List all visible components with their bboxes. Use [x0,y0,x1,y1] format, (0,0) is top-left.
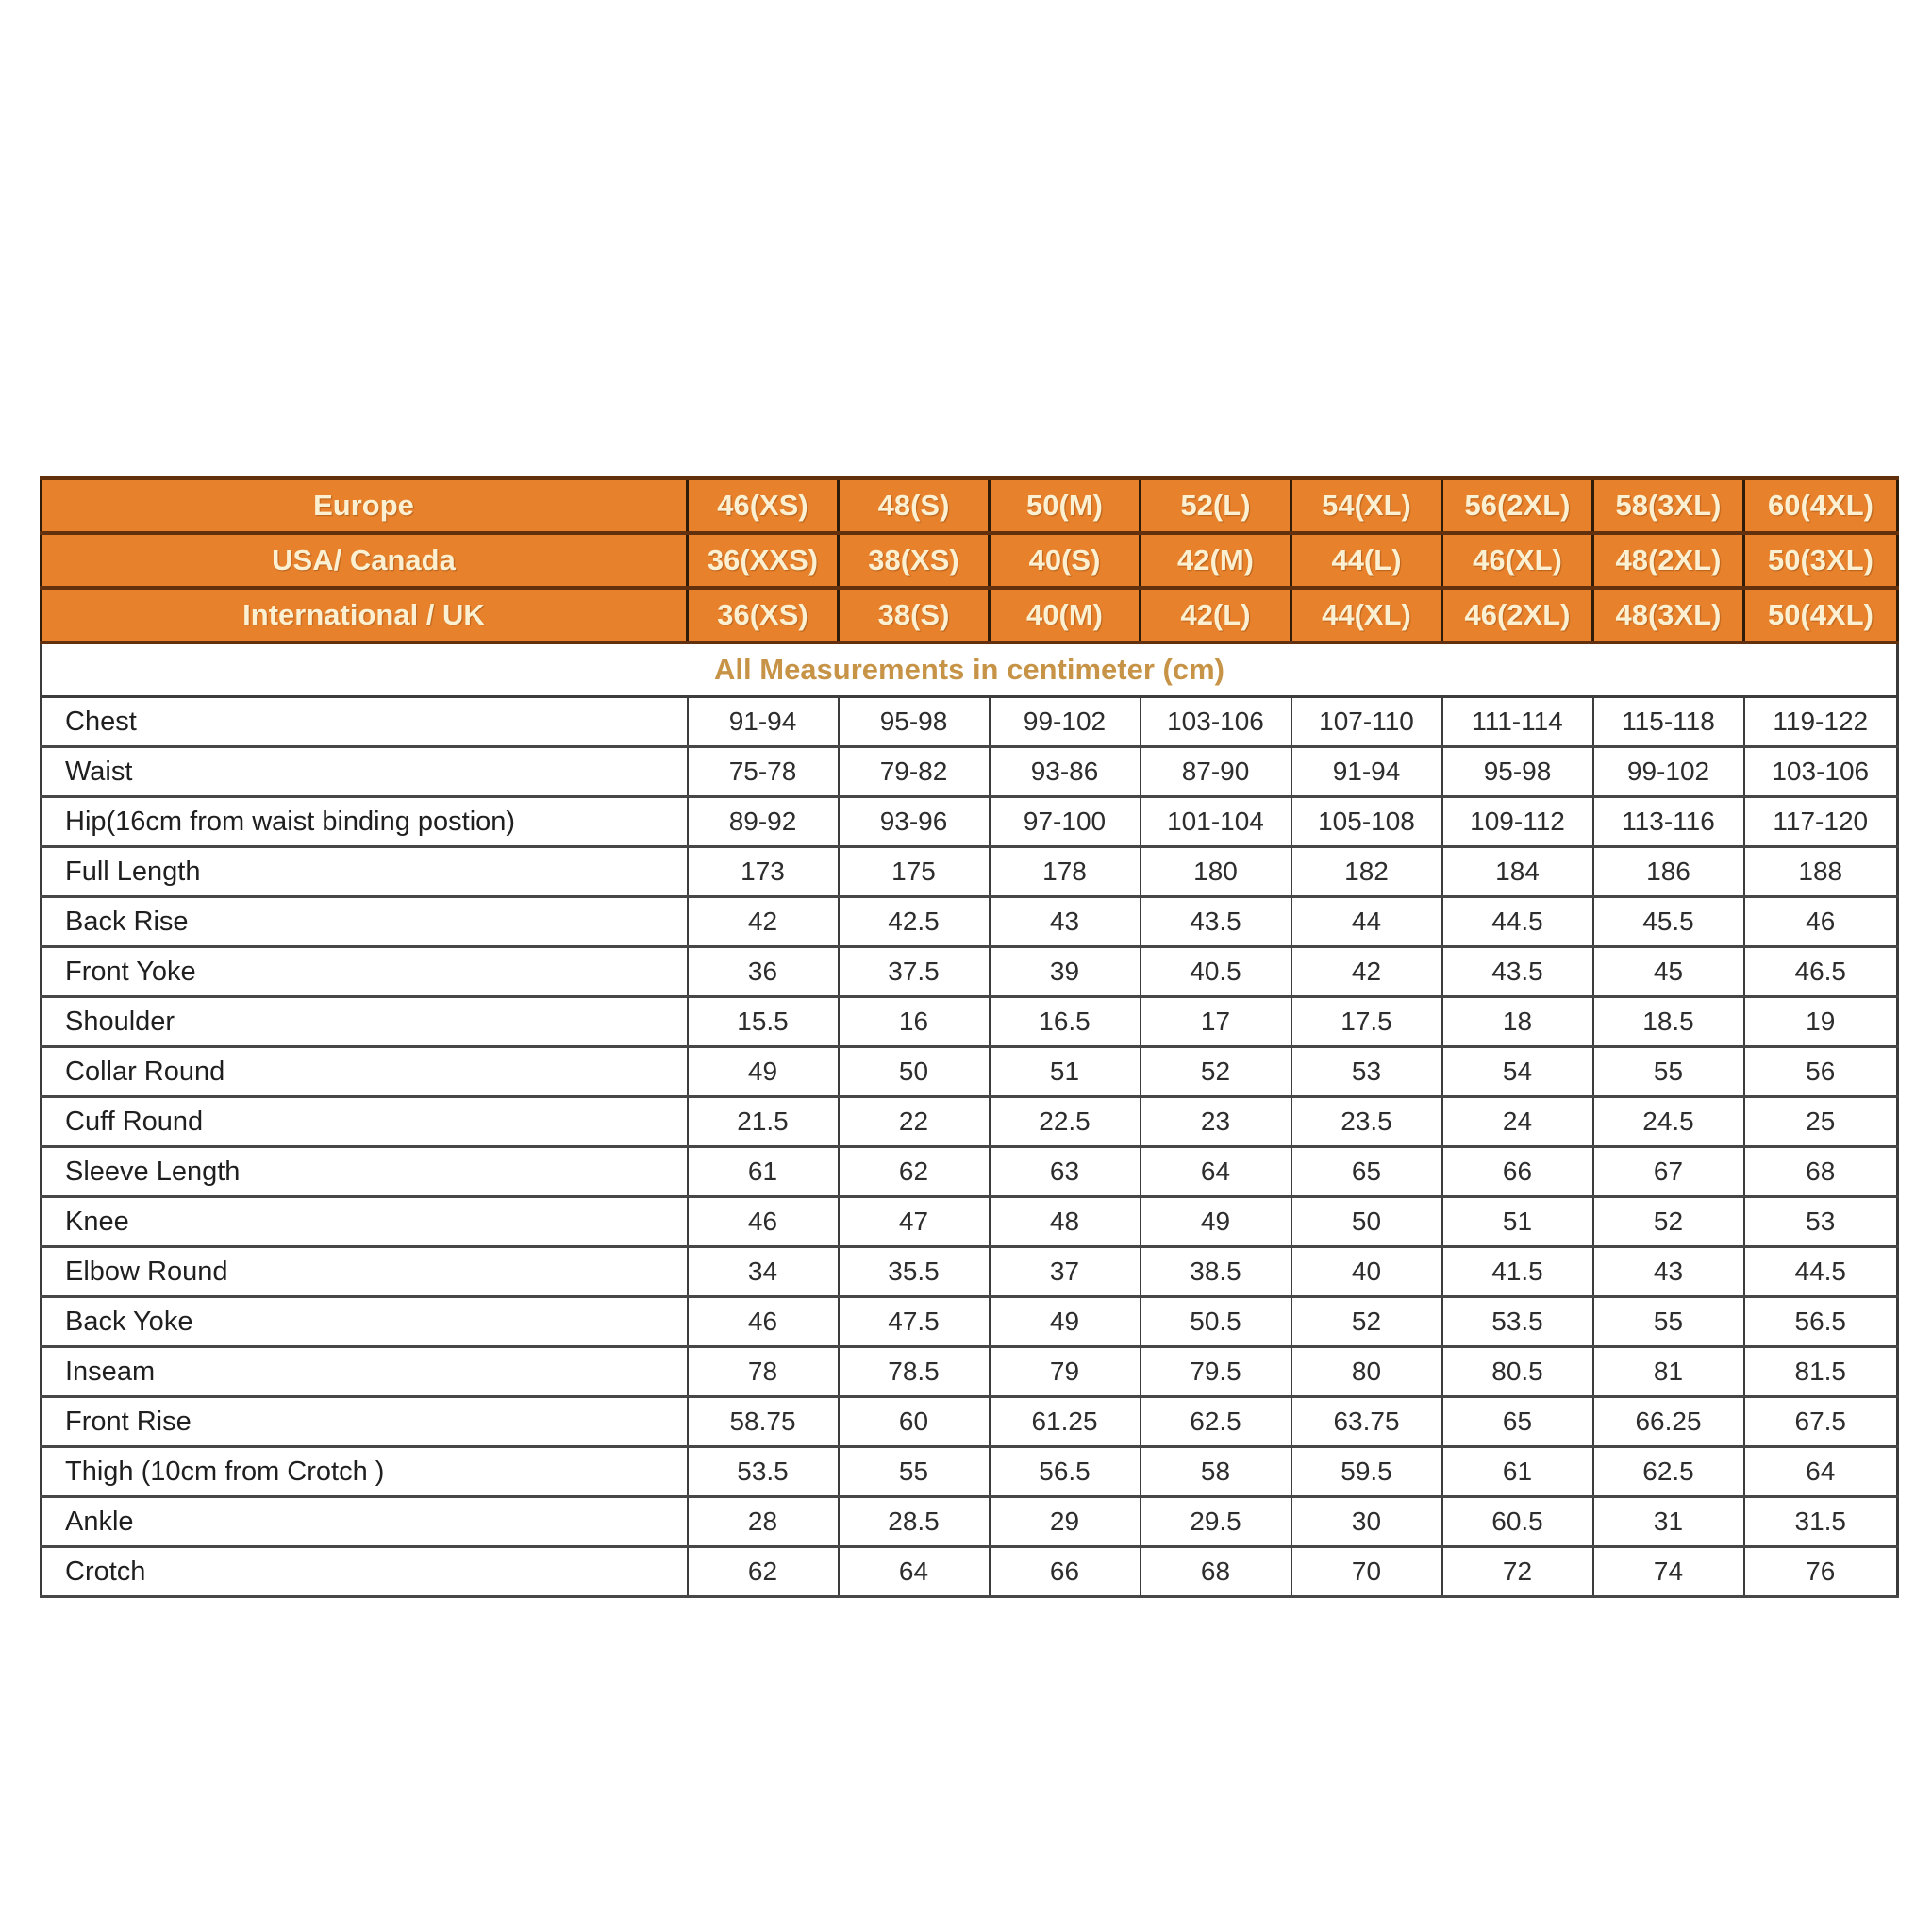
measurement-value: 81 [1593,1347,1744,1397]
size-header-cell: 36(XS) [688,588,839,642]
measurement-row [42,1347,1898,1397]
measurement-row [42,847,1898,897]
measurement-value: 55 [1593,1047,1744,1097]
measurement-value: 72 [1442,1547,1593,1597]
measurement-value: 66.25 [1593,1397,1744,1447]
measurement-row [42,1097,1898,1147]
measurement-label: Sleeve Length [42,1147,688,1197]
measurement-value: 24 [1442,1097,1593,1147]
measurement-value: 119-122 [1744,697,1898,747]
units-row [42,642,1898,697]
size-chart-table [40,476,1899,1598]
measurement-value: 35.5 [839,1247,990,1297]
measurement-row [42,747,1898,797]
measurement-value: 60.5 [1442,1497,1593,1547]
size-system-label: Europe [42,478,688,533]
measurement-value: 55 [839,1447,990,1497]
measurement-row [42,1197,1898,1247]
measurement-value: 56 [1744,1047,1898,1097]
measurement-value: 36 [688,947,839,997]
measurement-value: 97-100 [990,797,1141,847]
measurement-row [42,1047,1898,1097]
size-header-cell: 58(3XL) [1593,478,1744,533]
measurement-value: 70 [1291,1547,1442,1597]
measurement-value: 44.5 [1442,897,1593,947]
measurement-label: Elbow Round [42,1247,688,1297]
measurement-value: 52 [1141,1047,1291,1097]
size-system-label: International / UK [42,588,688,642]
measurement-value: 37.5 [839,947,990,997]
measurement-value: 76 [1744,1547,1898,1597]
measurement-value: 81.5 [1744,1347,1898,1397]
measurement-value: 28.5 [839,1497,990,1547]
measurement-value: 62.5 [1141,1397,1291,1447]
size-system-label: USA/ Canada [42,533,688,588]
measurement-value: 25 [1744,1097,1898,1147]
measurement-value: 56.5 [1744,1297,1898,1347]
measurement-value: 54 [1442,1047,1593,1097]
size-header-cell: 52(L) [1141,478,1291,533]
size-header-cell: 46(XS) [688,478,839,533]
measurement-label: Inseam [42,1347,688,1397]
measurement-value: 41.5 [1442,1247,1593,1297]
measurement-value: 29.5 [1141,1497,1291,1547]
measurement-value: 49 [688,1047,839,1097]
measurement-value: 51 [990,1047,1141,1097]
size-header-cell: 56(2XL) [1442,478,1593,533]
measurement-value: 103-106 [1141,697,1291,747]
measurement-value: 53 [1291,1047,1442,1097]
measurement-value: 66 [990,1547,1141,1597]
measurement-value: 45 [1593,947,1744,997]
measurement-row [42,1547,1898,1597]
size-header-cell: 46(XL) [1442,533,1593,588]
measurement-value: 175 [839,847,990,897]
measurement-value: 42.5 [839,897,990,947]
measurement-value: 95-98 [1442,747,1593,797]
measurement-value: 79.5 [1141,1347,1291,1397]
measurement-label: Chest [42,697,688,747]
measurement-value: 184 [1442,847,1593,897]
measurement-value: 58.75 [688,1397,839,1447]
measurement-value: 49 [990,1297,1141,1347]
measurement-value: 99-102 [990,697,1141,747]
measurement-value: 49 [1141,1197,1291,1247]
measurement-label: Full Length [42,847,688,897]
measurement-value: 17.5 [1291,997,1442,1047]
size-header-cell: 46(2XL) [1442,588,1593,642]
measurement-label: Ankle [42,1497,688,1547]
measurement-value: 182 [1291,847,1442,897]
measurement-value: 66 [1442,1147,1593,1197]
measurement-label: Shoulder [42,997,688,1047]
measurement-row [42,947,1898,997]
measurement-value: 50 [1291,1197,1442,1247]
measurement-label: Back Rise [42,897,688,947]
measurement-value: 80 [1291,1347,1442,1397]
measurement-value: 40.5 [1141,947,1291,997]
measurement-value: 89-92 [688,797,839,847]
measurement-value: 15.5 [688,997,839,1047]
measurement-value: 46.5 [1744,947,1898,997]
measurement-value: 51 [1442,1197,1593,1247]
measurement-row [42,897,1898,947]
measurement-value: 62 [688,1547,839,1597]
size-header-cell: 50(M) [990,478,1141,533]
measurement-label: Thigh (10cm from Crotch ) [42,1447,688,1497]
size-header-cell: 50(4XL) [1744,588,1898,642]
measurement-value: 62.5 [1593,1447,1744,1497]
measurement-row [42,997,1898,1047]
measurement-value: 17 [1141,997,1291,1047]
measurement-value: 18.5 [1593,997,1744,1047]
measurement-value: 21.5 [688,1097,839,1147]
measurement-value: 178 [990,847,1141,897]
measurement-value: 59.5 [1291,1447,1442,1497]
measurement-value: 23 [1141,1097,1291,1147]
size-header-cell: 42(L) [1141,588,1291,642]
measurement-value: 103-106 [1744,747,1898,797]
measurement-value: 78.5 [839,1347,990,1397]
measurement-label: Crotch [42,1547,688,1597]
measurement-value: 117-120 [1744,797,1898,847]
measurement-value: 74 [1593,1547,1744,1597]
measurement-value: 95-98 [839,697,990,747]
measurement-value: 43.5 [1442,947,1593,997]
measurement-value: 39 [990,947,1141,997]
measurement-value: 61 [688,1147,839,1197]
measurement-value: 30 [1291,1497,1442,1547]
size-header-row [42,478,1898,533]
measurement-value: 47 [839,1197,990,1247]
measurement-value: 115-118 [1593,697,1744,747]
measurement-value: 64 [839,1547,990,1597]
measurement-row [42,1147,1898,1197]
measurement-row [42,1247,1898,1297]
size-header-cell: 40(M) [990,588,1141,642]
measurement-value: 34 [688,1247,839,1297]
measurement-value: 60 [839,1397,990,1447]
measurement-value: 50 [839,1047,990,1097]
measurement-value: 107-110 [1291,697,1442,747]
measurement-row [42,1397,1898,1447]
measurement-value: 99-102 [1593,747,1744,797]
size-header-cell: 48(2XL) [1593,533,1744,588]
measurement-value: 91-94 [1291,747,1442,797]
measurement-value: 52 [1291,1297,1442,1347]
size-chart-body [42,478,1898,1597]
units-note: All Measurements in centimeter (cm) [42,642,1898,697]
measurement-value: 61 [1442,1447,1593,1497]
measurement-value: 105-108 [1291,797,1442,847]
measurement-label: Collar Round [42,1047,688,1097]
measurement-value: 93-96 [839,797,990,847]
size-header-cell: 44(XL) [1291,588,1442,642]
measurement-value: 56.5 [990,1447,1141,1497]
measurement-value: 46 [688,1197,839,1247]
measurement-label: Front Rise [42,1397,688,1447]
measurement-value: 16.5 [990,997,1141,1047]
size-header-cell: 48(S) [839,478,990,533]
measurement-value: 18 [1442,997,1593,1047]
measurement-value: 23.5 [1291,1097,1442,1147]
measurement-value: 55 [1593,1297,1744,1347]
measurement-value: 63 [990,1147,1141,1197]
size-header-cell: 60(4XL) [1744,478,1898,533]
measurement-value: 22.5 [990,1097,1141,1147]
size-header-row [42,588,1898,642]
measurement-value: 64 [1744,1447,1898,1497]
measurement-value: 19 [1744,997,1898,1047]
measurement-label: Hip(16cm from waist binding postion) [42,797,688,847]
measurement-value: 43 [990,897,1141,947]
measurement-value: 16 [839,997,990,1047]
measurement-value: 31 [1593,1497,1744,1547]
measurement-label: Waist [42,747,688,797]
measurement-value: 28 [688,1497,839,1547]
measurement-value: 79 [990,1347,1141,1397]
measurement-value: 53.5 [1442,1297,1593,1347]
measurement-value: 42 [688,897,839,947]
measurement-value: 173 [688,847,839,897]
measurement-value: 52 [1593,1197,1744,1247]
size-header-cell: 40(S) [990,533,1141,588]
measurement-value: 67.5 [1744,1397,1898,1447]
measurement-value: 48 [990,1197,1141,1247]
measurement-value: 46 [688,1297,839,1347]
measurement-row [42,797,1898,847]
measurement-label: Back Yoke [42,1297,688,1347]
measurement-value: 109-112 [1442,797,1593,847]
measurement-value: 44 [1291,897,1442,947]
measurement-value: 37 [990,1247,1141,1297]
measurement-value: 38.5 [1141,1247,1291,1297]
measurement-value: 53 [1744,1197,1898,1247]
size-header-cell: 42(M) [1141,533,1291,588]
measurement-label: Front Yoke [42,947,688,997]
measurement-value: 42 [1291,947,1442,997]
measurement-value: 40 [1291,1247,1442,1297]
measurement-value: 44.5 [1744,1247,1898,1297]
measurement-value: 53.5 [688,1447,839,1497]
measurement-value: 78 [688,1347,839,1397]
measurement-value: 43.5 [1141,897,1291,947]
measurement-value: 45.5 [1593,897,1744,947]
measurement-value: 64 [1141,1147,1291,1197]
measurement-value: 62 [839,1147,990,1197]
measurement-value: 65 [1442,1397,1593,1447]
measurement-value: 61.25 [990,1397,1141,1447]
measurement-value: 186 [1593,847,1744,897]
measurement-value: 29 [990,1497,1141,1547]
measurement-row [42,1497,1898,1547]
measurement-value: 68 [1141,1547,1291,1597]
measurement-value: 93-86 [990,747,1141,797]
size-header-cell: 50(3XL) [1744,533,1898,588]
measurement-value: 58 [1141,1447,1291,1497]
measurement-value: 80.5 [1442,1347,1593,1397]
size-header-cell: 44(L) [1291,533,1442,588]
measurement-value: 46 [1744,897,1898,947]
measurement-value: 22 [839,1097,990,1147]
size-header-cell: 38(S) [839,588,990,642]
measurement-label: Cuff Round [42,1097,688,1147]
measurement-label: Knee [42,1197,688,1247]
size-header-row [42,533,1898,588]
measurement-value: 65 [1291,1147,1442,1197]
measurement-value: 87-90 [1141,747,1291,797]
measurement-row [42,1297,1898,1347]
measurement-row [42,697,1898,747]
measurement-value: 68 [1744,1147,1898,1197]
measurement-value: 43 [1593,1247,1744,1297]
size-header-cell: 54(XL) [1291,478,1442,533]
measurement-value: 180 [1141,847,1291,897]
measurement-value: 101-104 [1141,797,1291,847]
measurement-value: 31.5 [1744,1497,1898,1547]
size-header-cell: 38(XS) [839,533,990,588]
measurement-value: 50.5 [1141,1297,1291,1347]
measurement-value: 113-116 [1593,797,1744,847]
measurement-value: 24.5 [1593,1097,1744,1147]
measurement-value: 188 [1744,847,1898,897]
measurement-value: 91-94 [688,697,839,747]
measurement-row [42,1447,1898,1497]
measurement-value: 79-82 [839,747,990,797]
measurement-value: 111-114 [1442,697,1593,747]
measurement-value: 47.5 [839,1297,990,1347]
measurement-value: 67 [1593,1147,1744,1197]
measurement-value: 75-78 [688,747,839,797]
size-header-cell: 36(XXS) [688,533,839,588]
measurement-value: 63.75 [1291,1397,1442,1447]
size-header-cell: 48(3XL) [1593,588,1744,642]
